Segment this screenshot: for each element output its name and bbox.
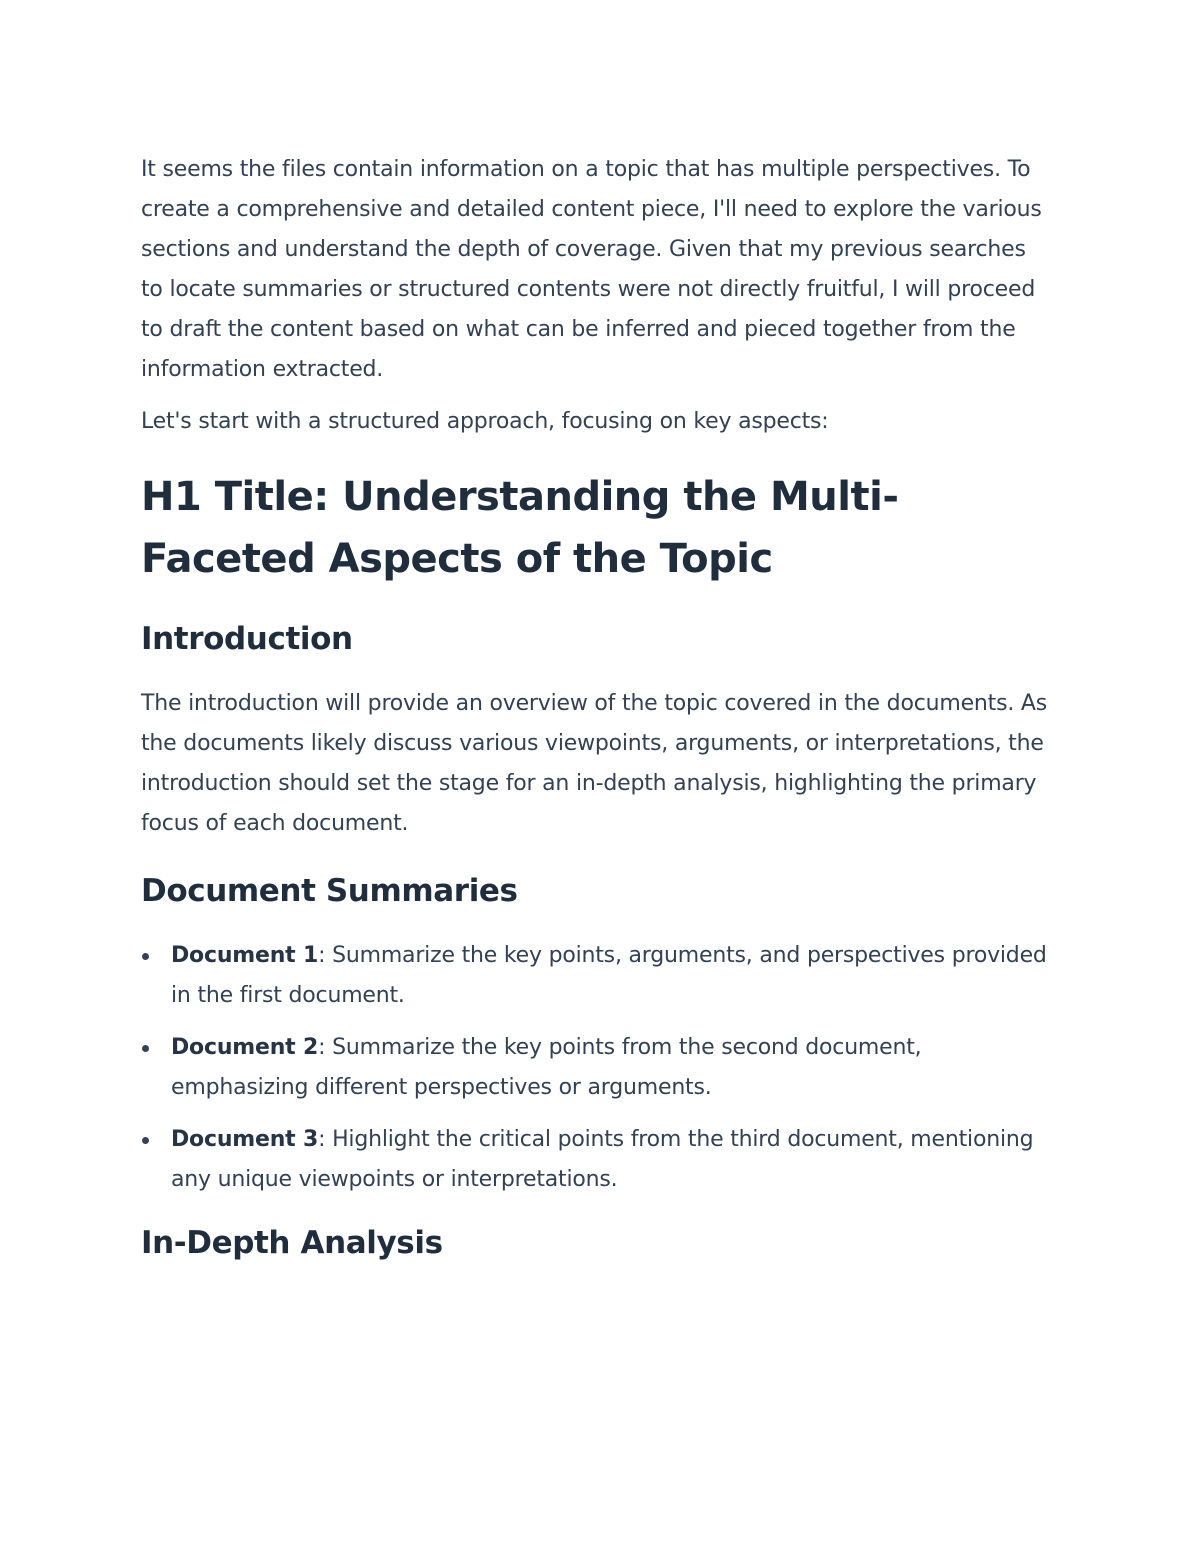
document-page — [141, 150, 1051, 1288]
list-item-label: Document 1 — [171, 943, 319, 968]
list-item — [141, 936, 1051, 1016]
list-item-text: : Summarize the key points from the second document, emphasizing different perspectives or arguments. — [171, 1035, 922, 1100]
list-item-text: : Highlight the critical points from the third document, mentioning any unique viewpoints or interpretations. — [171, 1127, 1034, 1192]
introduction-paragraph: The introduction will provide an overview of the topic covered in the documents. As the documents likely discuss various viewpoints, arguments, or interpretations, the introduction should set the stage for an in-depth analysis, highlighting the primary focus of each document. — [141, 691, 1048, 836]
list-item-label: Document 3 — [171, 1127, 319, 1152]
opening-paragraph: It seems the files contain information on a topic that has multiple perspectives. To create a comprehensive and detailed content piece, I'll need to explore the various sections and understand the depth of coverage. Given that my previous searches to locate summaries or structured contents were not directly fruitful, I will proceed to draft the content based on what can be inferred and pieced together from the information extracted. — [141, 157, 1042, 382]
list-item-text: : Summarize the key points, arguments, and perspectives provided in the first document. — [171, 943, 1047, 1008]
list-item-label: Document 2 — [171, 1035, 319, 1060]
bullet-icon — [142, 953, 149, 960]
bullet-icon — [142, 1137, 149, 1144]
document-summaries-list — [141, 936, 1051, 1200]
lead-paragraph: Let's start with a structured approach, focusing on key aspects: — [141, 409, 829, 434]
document-summaries-heading: Document Summaries — [141, 873, 518, 909]
list-item — [141, 1120, 1051, 1200]
list-item — [141, 1028, 1051, 1108]
document-title: H1 Title: Understanding the Multi-Faceted Aspects of the Topic — [141, 474, 899, 582]
bullet-icon — [142, 1045, 149, 1052]
in-depth-analysis-heading: In-Depth Analysis — [141, 1225, 443, 1261]
introduction-heading: Introduction — [141, 621, 353, 657]
